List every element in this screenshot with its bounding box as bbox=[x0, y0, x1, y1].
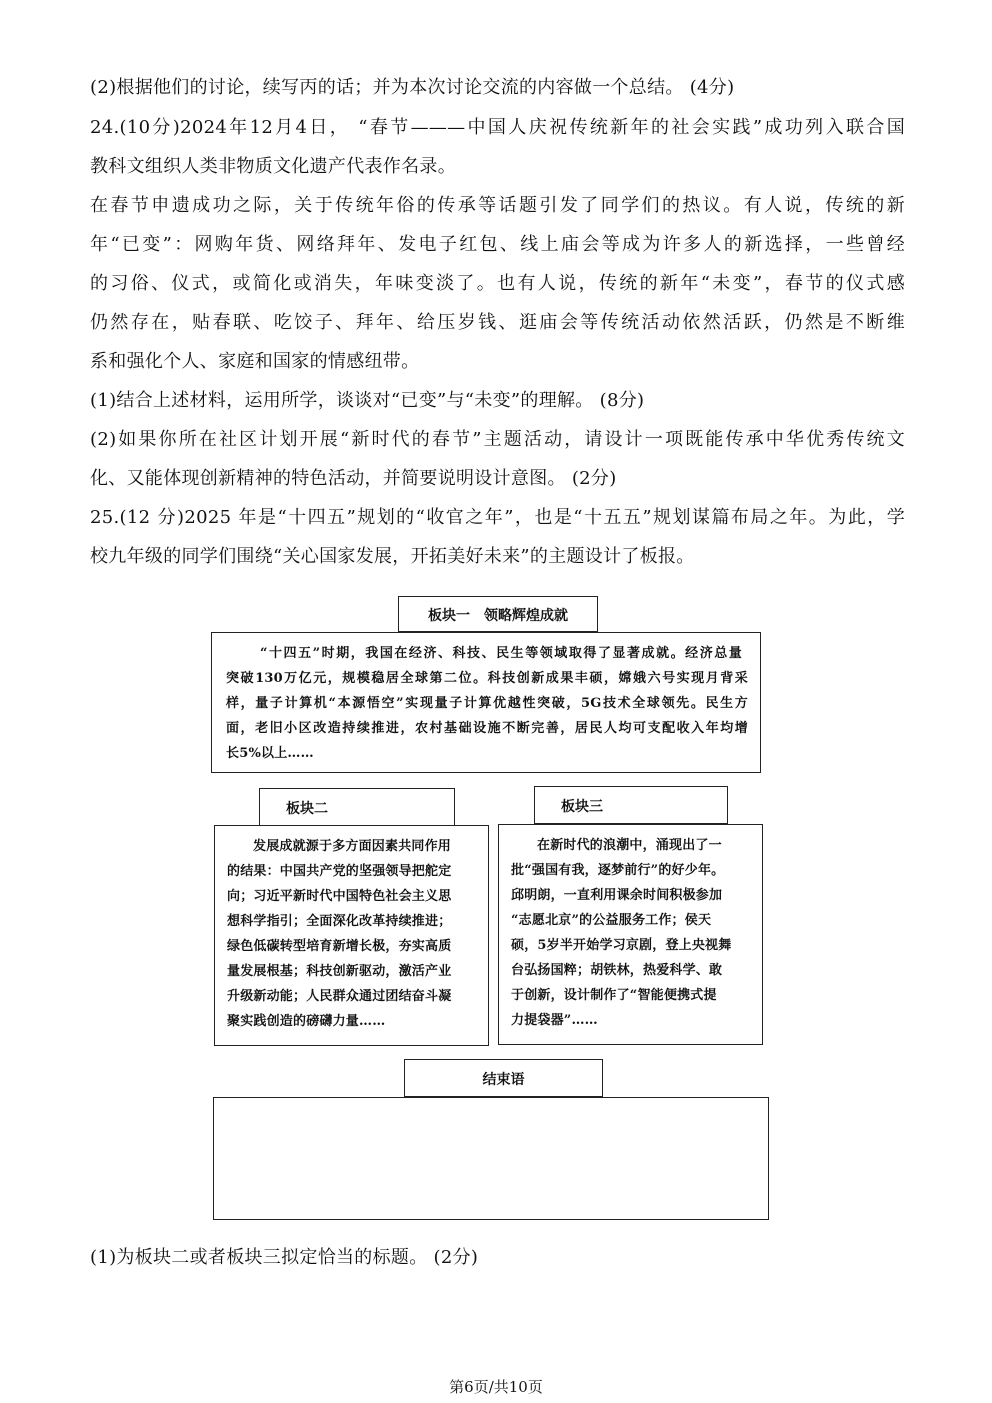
block1-title: 板块一 领略辉煌成就 bbox=[428, 608, 568, 624]
block3-line: 邱明朗，一直利用课余时间积极参加 bbox=[511, 888, 723, 903]
q24-sub2-line1: (2)如果你所在社区计划开展“新时代的春节”主题活动，请设计一项既能传承中华优秀传统文 bbox=[90, 429, 905, 450]
block2-line: 绿色低碳转型培育新增长极，夯实高质 bbox=[227, 939, 452, 954]
q24-sub1: (1)结合上述材料，运用所学，谈谈对“已变”与“未变”的理解。 (8分) bbox=[90, 390, 645, 411]
block3-line: 于创新，设计制作了“智能便携式提 bbox=[511, 988, 717, 1003]
q24-material-line2: 年“已变”：网购年货、网络拜年、发电子红包、线上庙会等成为许多人的新选择，一些曾经 bbox=[90, 234, 905, 255]
block1-line: 面，老旧小区改造持续推进，农村基础设施不断完善，居民人均可支配收入年均增 bbox=[226, 721, 748, 736]
page-number: 第6页/共10页 bbox=[449, 1378, 543, 1396]
q25-stem-line2: 校九年级的同学们围绕“关心国家发展，开拓美好未来”的主题设计了板报。 bbox=[90, 546, 695, 567]
q24-material-line5: 系和强化个人、家庭和国家的情感纽带。 bbox=[90, 351, 420, 372]
block2-title-box bbox=[259, 788, 455, 826]
block3-line: “志愿北京”的公益服务工作；侯天 bbox=[511, 913, 712, 928]
q25-sub1: (1)为板块二或者板块三拟定恰当的标题。 (2分) bbox=[90, 1247, 479, 1268]
block3-line: 力提袋器”…… bbox=[511, 1013, 598, 1028]
q24-stem-line1: 24.(10分)2024年12月4日， “春节———中国人庆祝传统新年的社会实践”成功列入联合国 bbox=[90, 117, 905, 138]
block2-line: 升级新动能；人民群众通过团结奋斗凝 bbox=[227, 989, 452, 1004]
q25-stem-line1: 25.(12 分)2025 年是“十四五”规划的“收官之年”，也是“十五五”规划谋篇布局之年。为此，学 bbox=[90, 507, 905, 528]
block3-line: 在新时代的浪潮中，涌现出了一 bbox=[537, 838, 722, 853]
q23-sub2: (2)根据他们的讨论，续写丙的话；并为本次讨论交流的内容做一个总结。 (4分) bbox=[90, 77, 735, 98]
closing-title-box bbox=[404, 1059, 603, 1097]
block2-line: 发展成就源于多方面因素共同作用 bbox=[253, 839, 452, 854]
block1-title-box bbox=[398, 596, 598, 632]
block2-line: 的结果：中国共产党的坚强领导把舵定 bbox=[227, 864, 452, 879]
block1-line: “十四五”时期，我国在经济、科技、民生等领域取得了显著成就。经济总量 bbox=[260, 646, 742, 661]
block2-title: 板块二 bbox=[286, 801, 328, 817]
q24-material-line4: 仍然存在，贴春联、吃饺子、拜年、给压岁钱、逛庙会等传统活动依然活跃，仍然是不断维 bbox=[90, 312, 905, 333]
block2-line: 想科学指引；全面深化改革持续推进； bbox=[227, 914, 452, 929]
q24-sub2-line2: 化、又能体现创新精神的特色活动，并简要说明设计意图。 (2分) bbox=[90, 468, 617, 489]
block1-box bbox=[211, 632, 761, 773]
q24-stem-line2: 教科文组织人类非物质文化遗产代表作名录。 bbox=[90, 156, 456, 177]
block3-title: 板块三 bbox=[561, 799, 603, 815]
block3-box bbox=[498, 824, 763, 1045]
q24-material-line3: 的习俗、仪式，或简化或消失，年味变淡了。也有人说，传统的新年“未变”，春节的仪式感 bbox=[90, 273, 905, 294]
block2-line: 向；习近平新时代中国特色社会主义思 bbox=[227, 889, 452, 904]
q24-material-line1: 在春节申遗成功之际，关于传统年俗的传承等话题引发了同学们的热议。有人说，传统的新 bbox=[90, 195, 905, 216]
block3-line: 批“强国有我，逐梦前行”的好少年。 bbox=[511, 863, 725, 878]
closing-answer-box bbox=[213, 1097, 769, 1220]
block3-title-box bbox=[534, 786, 728, 824]
block1-line: 长5%以上…… bbox=[226, 746, 314, 761]
closing-title: 结束语 bbox=[482, 1072, 525, 1088]
block2-line: 聚实践创造的磅礴力量…… bbox=[227, 1014, 386, 1029]
block2-box bbox=[214, 825, 489, 1046]
block1-line: 样，量子计算机“本源悟空”实现量子计算优越性突破，5G技术全球领先。民生方 bbox=[226, 696, 748, 711]
block1-line: 突破130万亿元，规模稳居全球第二位。科技创新成果丰硕，嫦娥六号实现月背采 bbox=[226, 671, 748, 686]
block3-line: 台弘扬国粹；胡铁林，热爱科学、敢 bbox=[511, 963, 723, 978]
block2-line: 量发展根基；科技创新驱动，激活产业 bbox=[227, 964, 452, 979]
block3-line: 硕，5岁半开始学习京剧，登上央视舞 bbox=[511, 938, 732, 953]
